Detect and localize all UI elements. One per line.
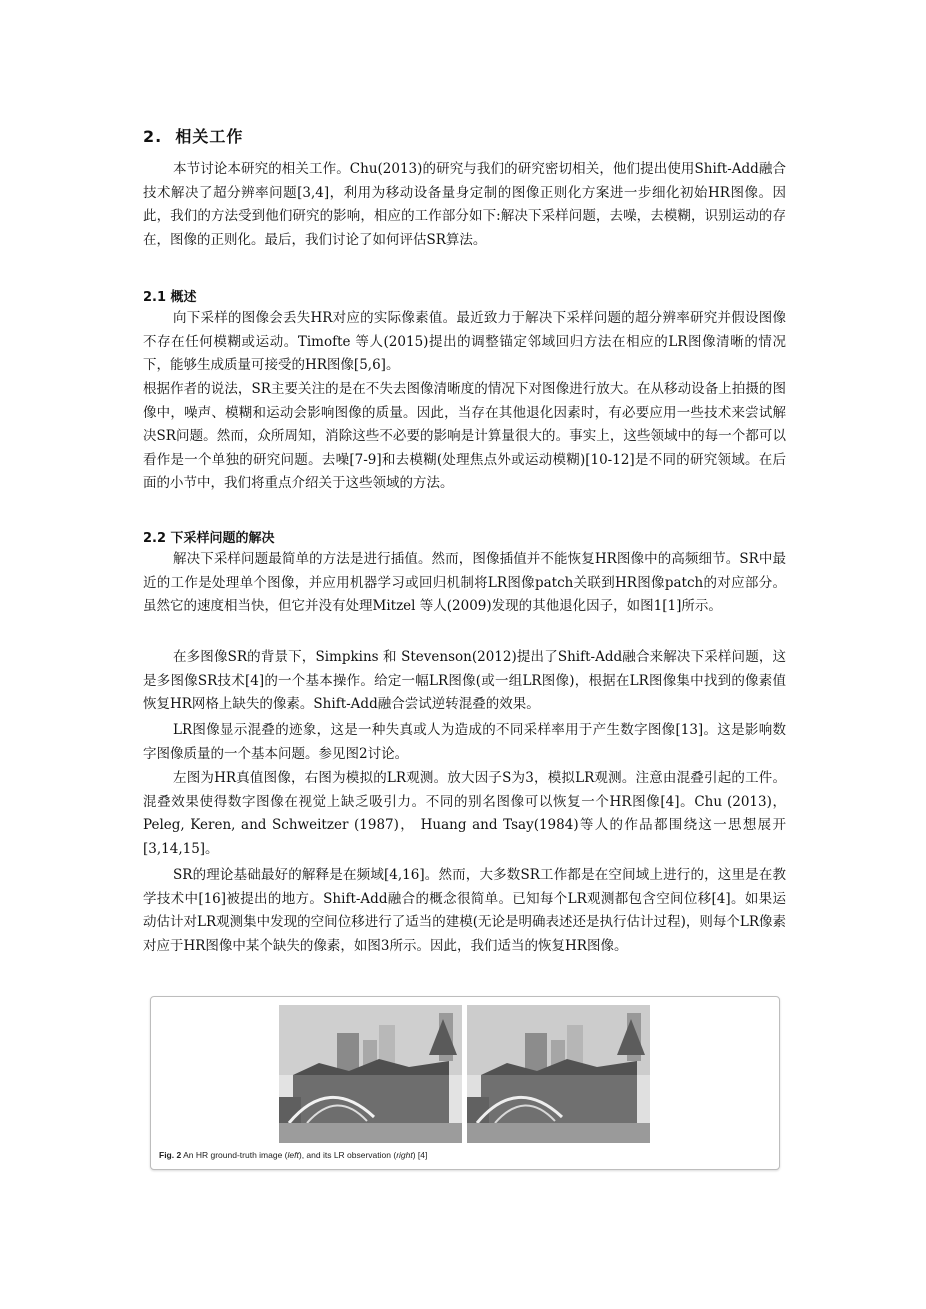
paragraph-2-2-e: SR的理论基础最好的解释是在频域[4,16]。然而，大多数SR工作都是在空间域上进行的，这里是在教学技术中[16]被提出的地方。Shift-Add融合的概念很简单。已知每个LR观测都包含空间位移[4]。如果运动估计对LR观测集中发现的空间位移进行了适当的建模(无论是明确表述还是执行估计过程)，则每个LR像素对应于HR图像中某个缺失的像素，如图3所示。因此，我们适当的恢复HR图像。 — [143, 867, 786, 954]
figure-2 — [150, 996, 780, 1170]
section-number: 2. — [143, 127, 163, 146]
paragraph-2-1-b: 根据作者的说法，SR主要关注的是在不失去图像清晰度的情况下对图像进行放大。在从移动设备上拍摄的图像中，噪声、模糊和运动会影响图像的质量。因此，当存在其他退化因素时，有必要应用一些技术来尝试解决SR问题。然而，众所周知，消除这些不必要的影响是计算量很大的。事实上，这些领域中的每一个都可以看作是一个单独的研究问题。去噪[7-9]和去模糊(处理焦点外或运动模糊)[10-12]是不同的研究领域。在后面的小节中，我们将重点介绍关于这些领域的方法。 — [143, 381, 786, 492]
subsection-heading-2-2: 2.2 下采样问题的解决 — [143, 531, 275, 546]
subsection-heading-2-1: 2.1 概述 — [143, 290, 197, 305]
paragraph-2-2-b: 在多图像SR的背景下，Simpkins 和 Stevenson(2012)提出了Shift-Add融合来解决下采样问题，这是多图像SR技术[4]的一个基本操作。给定一幅LR图像(或一组LR图像)，根据在LR图像集中找到的像素值恢复HR网格上缺失的像素。Shift-Add融合尝试逆转混叠的效果。 — [143, 649, 786, 713]
lr-observation-image — [467, 1005, 650, 1143]
section-heading — [143, 124, 243, 147]
caption-text-a: An HR ground-truth image ( — [181, 1150, 288, 1160]
figure-caption — [159, 1150, 427, 1160]
hr-ground-truth-image — [279, 1005, 462, 1143]
paragraph-2-2-a: 解决下采样问题最简单的方法是进行插值。然而，图像插值并不能恢复HR图像中的高频细节。SR中最近的工作是处理单个图像，并应用机器学习或回归机制将LR图像patch关联到HR图像patch的对应部分。虽然它的速度相当快，但它并没有处理Mitzel 等人(2009)发现的其他退化因子，如图1[1]所示。 — [143, 551, 786, 615]
paragraph-2-2-c: LR图像显示混叠的迹象，这是一种失真或人为造成的不同采样率用于产生数字图像[13]。这是影响数字图像质量的一个基本问题。参见图2讨论。 — [143, 722, 786, 762]
paragraph-2-1-a: 向下采样的图像会丢失HR对应的实际像素值。最近致力于解决下采样问题的超分辨率研究并假设图像不存在任何模糊或运动。Timofte 等人(2015)提出的调整锚定邻域回归方法在相应的LR图像清晰的情况下，能够生成质量可接受的HR图像[5,6]。 — [143, 310, 786, 374]
section-title: 相关工作 — [175, 127, 244, 146]
paragraph-2-2-d: 左图为HR真值图像，右图为模拟的LR观测。放大因子S为3，模拟LR观测。注意由混叠引起的工件。混叠效果使得数字图像在视觉上缺乏吸引力。不同的别名图像可以恢复一个HR图像[4]。Chu (2013)， Peleg, Keren, and Schweitzer (1987)， Huang and Tsay(1984)等人的作品都围绕这一思想展开[3,14,15]。 — [143, 770, 786, 857]
caption-right-word: right — [396, 1150, 413, 1160]
caption-left-word: left — [287, 1150, 299, 1160]
intro-paragraph: 本节讨论本研究的相关工作。Chu(2013)的研究与我们的研究密切相关，他们提出使用Shift-Add融合技术解决了超分辨率问题[3,4]，利用为移动设备量身定制的图像正则化方案进一步细化初始HR图像。因此，我们的方法受到他们研究的影响，相应的工作部分如下:解决下采样问题，去噪，去模糊，识别运动的存在，图像的正则化。最后，我们讨论了如何评估SR算法。 — [143, 161, 786, 248]
caption-text-b: ), and its LR observation ( — [298, 1150, 397, 1160]
figure-label: Fig. 2 — [159, 1150, 182, 1160]
caption-text-c: ) [4] — [412, 1150, 428, 1160]
